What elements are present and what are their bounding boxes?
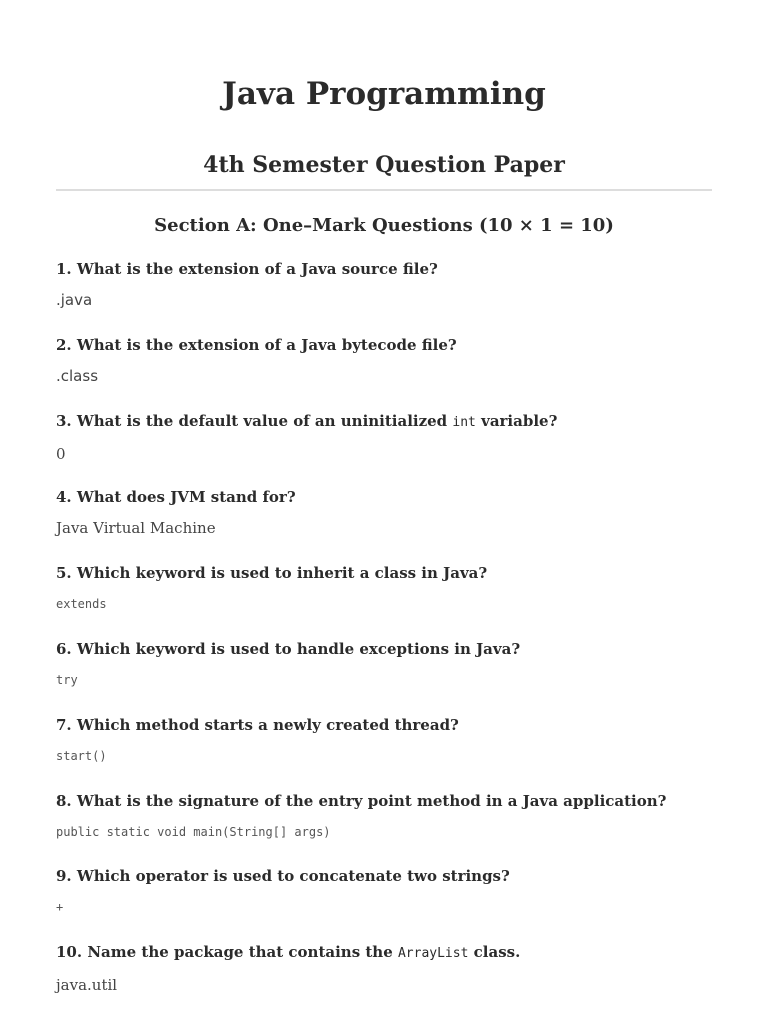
answer-text: 0 <box>56 445 66 463</box>
question-text: 2. What is the extension of a Java bytecode file? <box>56 336 457 354</box>
section-heading: Section A: One–Mark Questions (10 × 1 = 10) <box>154 215 614 236</box>
question-text: 9. Which operator is used to concatenate two strings? <box>56 867 510 885</box>
question-text: 7. Which method starts a newly created thread? <box>56 716 459 734</box>
question-text-end: variable? <box>475 412 558 430</box>
question-text: 1. What is the extension of a Java source file? <box>56 260 438 278</box>
divider <box>56 189 712 191</box>
answer-text: public static void main(String[] args) <box>56 825 331 839</box>
page-title: Java Programming <box>222 76 546 112</box>
question-item-5 <box>56 561 712 616</box>
question-text: 4. What does JVM stand for? <box>56 488 296 506</box>
question-text: 8. What is the signature of the entry point method in a Java application? <box>56 792 667 810</box>
answer-text: .java <box>56 291 93 309</box>
question-text-start: 3. What is the default value of an uninitialized <box>56 412 453 430</box>
question-text <box>56 940 712 966</box>
question-item-9 <box>56 864 712 919</box>
answer-text: extends <box>56 597 107 611</box>
page-subtitle: 4th Semester Question Paper <box>203 152 565 178</box>
question-item-1 <box>56 257 712 312</box>
answer-text: start() <box>56 749 107 763</box>
question-text <box>56 409 712 435</box>
question-text: 6. Which keyword is used to handle exceptions in Java? <box>56 640 521 658</box>
question-item-4 <box>56 485 712 540</box>
inline-code: int <box>452 415 476 430</box>
answer-text: try <box>56 673 78 687</box>
question-paper <box>56 0 712 1024</box>
question-item-10 <box>56 940 712 997</box>
question-item-2 <box>56 333 712 388</box>
question-text-start: 10. Name the package that contains the <box>56 943 398 961</box>
answer-text: + <box>56 900 64 914</box>
answer-text: java.util <box>56 976 118 994</box>
question-item-8 <box>56 789 712 844</box>
question-item-7 <box>56 713 712 768</box>
question-item-6 <box>56 637 712 692</box>
question-text-end: class. <box>468 943 521 961</box>
inline-code: ArrayList <box>397 946 469 961</box>
question-text: 5. Which keyword is used to inherit a class in Java? <box>56 564 488 582</box>
answer-text: .class <box>56 367 99 385</box>
question-item-3 <box>56 409 712 466</box>
answer-text: Java Virtual Machine <box>56 519 216 537</box>
